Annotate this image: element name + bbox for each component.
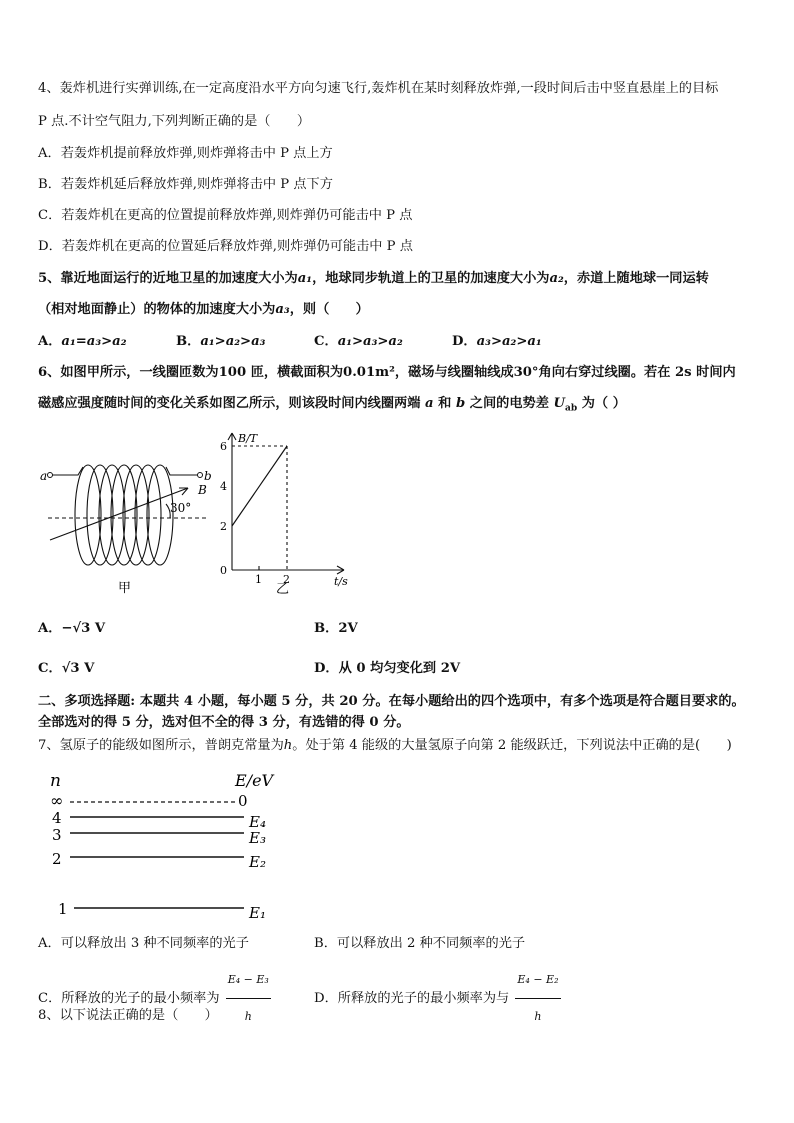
q4-option-b: B．若轰炸机延后释放炸弹,则炸弹将击中 P 点下方 <box>38 177 333 192</box>
section2-heading-line2: 全部选对的得 5 分，选对但不全的得 3 分，有选错的得 0 分。 <box>38 715 410 730</box>
q5-option-a: A．a₁=a₃>a₂ <box>38 334 127 349</box>
graph-ytick-2: 2 <box>220 520 227 533</box>
q4-option-c: C．若轰炸机在更高的位置提前释放炸弹,则炸弹仍可能击中 P 点 <box>38 208 413 223</box>
q6-stem-line1: 6、如图甲所示，一线圈匝数为100 匝，横截面积为0.01m²，磁场与线圈轴线成30°角向右穿过线圈。若在 2s 时间内 <box>38 365 736 380</box>
q6-option-b: B．2V <box>314 621 358 636</box>
q7-option-b: B．可以释放出 2 种不同频率的光子 <box>314 936 526 951</box>
graph-x-axis-label: t/s <box>334 575 348 588</box>
q5-option-c: C．a₁>a₃>a₂ <box>314 334 403 349</box>
graph-y-axis-label: B/T <box>238 432 258 445</box>
energy-level-diagram <box>40 768 290 923</box>
graph-ytick-6: 6 <box>220 440 227 453</box>
level-3-n: 3 <box>52 826 62 844</box>
q5-option-b: B．a₁>a₂>a₃ <box>176 334 266 349</box>
graph-origin: 0 <box>220 564 227 577</box>
graph-ytick-4: 4 <box>220 480 227 493</box>
q6-option-a: A．−√3 V <box>38 621 106 636</box>
coil-b-label: b <box>204 469 212 483</box>
q7-option-a: A．可以释放出 3 种不同频率的光子 <box>38 936 249 951</box>
q6-stem-line2: 磁感应强度随时间的变化关系如图乙所示，则该段时间内线圈两端 a 和 b 之间的电势差 $U_{ab}$ 为（ ） <box>38 396 626 414</box>
level-zero-value: 0 <box>238 792 248 810</box>
q5-stem-line1: 5、靠近地面运行的近地卫星的加速度大小为a₁，地球同步轨道上的卫星的加速度大小为a₂，赤道上随地球一同运转 <box>38 271 709 286</box>
level-2-energy: E₂ <box>249 853 266 871</box>
q5-option-d: D．a₃>a₂>a₁ <box>452 334 542 349</box>
coil-angle-label: 30° <box>170 501 192 515</box>
coil-a-label: a <box>40 469 48 483</box>
level-1-n: 1 <box>58 900 68 918</box>
level-1-energy: E₁ <box>249 904 266 922</box>
bt-graph <box>214 425 364 595</box>
coil-figure <box>38 440 218 600</box>
q8-stem: 8、以下说法正确的是（ ） <box>38 1008 218 1023</box>
q6-option-c: C．√3 V <box>38 661 95 676</box>
q5-stem-line2: （相对地面静止）的物体的加速度大小为a₃，则（ ） <box>38 302 369 317</box>
level-n-label: n <box>50 771 61 791</box>
energy-axis-label: E/eV <box>235 771 274 790</box>
graph-xtick-2: 2 <box>283 573 290 586</box>
q4-stem-line2: P 点.不计空气阻力,下列判断正确的是（ ） <box>38 114 311 129</box>
q4-option-d: D．若轰炸机在更高的位置延后释放炸弹,则炸弹仍可能击中 P 点 <box>38 239 413 254</box>
q7-option-d-fraction: $\frac{\text{E₄ − E₂}}{h}$ <box>515 962 560 1035</box>
q4-stem-line1: 4、轰炸机进行实弹训练,在一定高度沿水平方向匀速飞行,轰炸机在某时刻释放炸弹,一段时间后击中竖直悬崖上的目标 <box>38 81 719 96</box>
q4-option-a: A．若轰炸机提前释放炸弹,则炸弹将击中 P 点上方 <box>38 146 333 161</box>
level-4-n: 4 <box>52 809 62 827</box>
q7-option-d: D．所释放的光子的最小频率为与 $\frac{\text{E₄ − E₂}}{h}$ <box>314 962 561 1035</box>
section2-heading-line1: 二、多项选择题: 本题共 4 小题，每小题 5 分，共 20 分。在每小题给出的四个选项中，有多个选项是符合题目要求的。 <box>38 694 745 709</box>
q7-option-c: C．所释放的光子的最小频率为 $\frac{\text{E₄ − E₃}}{h}$ <box>38 962 271 1035</box>
q6-option-d: D．从 0 均匀变化到 2V <box>314 661 461 676</box>
level-3-energy: E₃ <box>249 829 266 847</box>
level-4-energy: E₄ <box>249 813 266 831</box>
coil-B-label: B <box>198 483 207 497</box>
q7-stem: 7、氢原子的能级如图所示，普朗克常量为h。处于第 4 能级的大量氢原子向第 2 能级跃迁，下列说法中正确的是( ) <box>38 738 732 753</box>
figure-yi-caption: 乙 <box>276 582 290 595</box>
q7-option-c-fraction: $\frac{\text{E₄ − E₃}}{h}$ <box>226 962 271 1035</box>
graph-xtick-1: 1 <box>255 573 262 586</box>
level-infinity-label: ∞ <box>50 791 64 810</box>
figure-jia-caption: 甲 <box>118 581 132 596</box>
level-2-n: 2 <box>52 850 62 868</box>
